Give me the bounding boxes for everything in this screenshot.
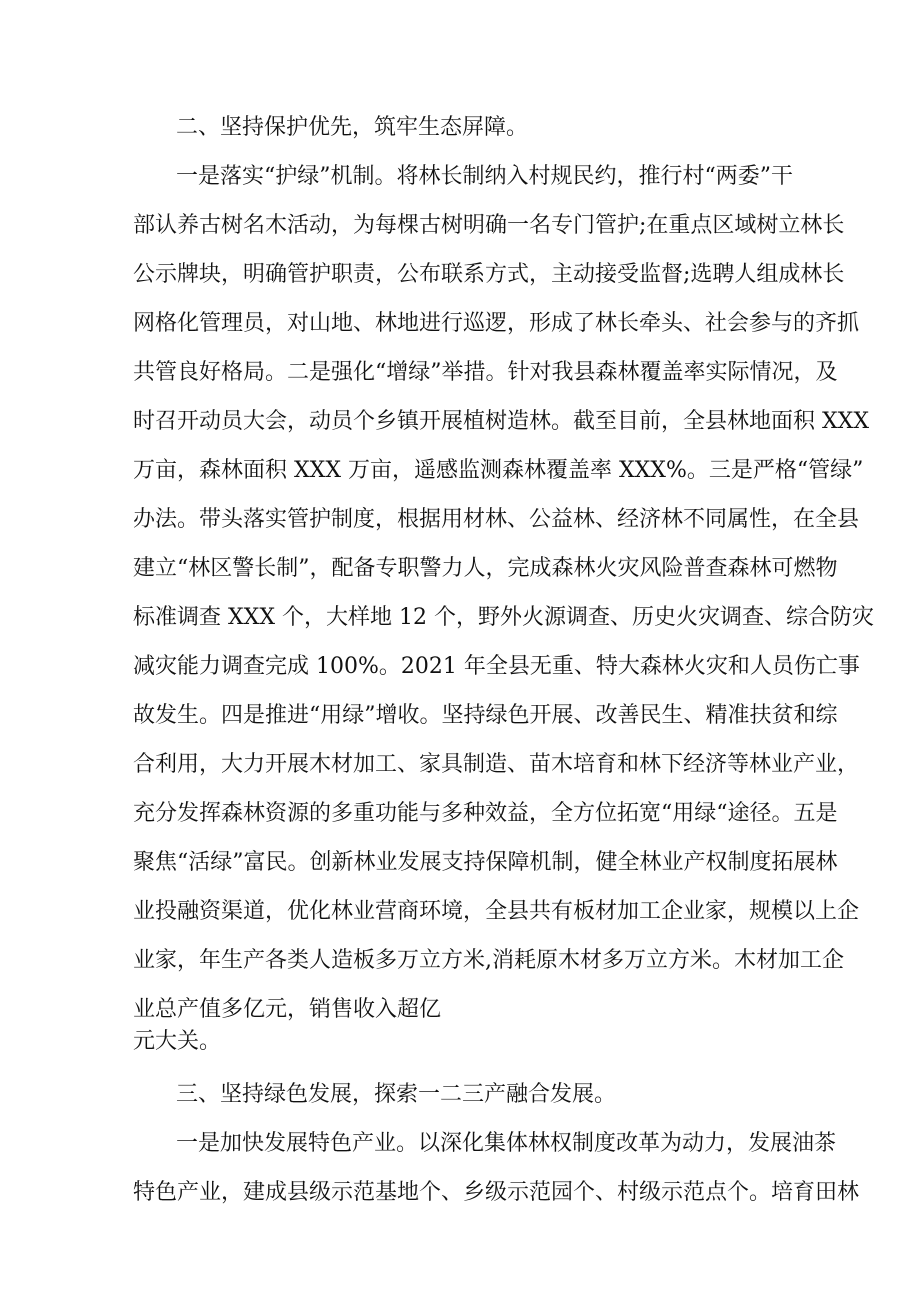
paragraph-line: 业总产值多亿元，销售收入超亿 xyxy=(133,997,442,1022)
paragraph-line: 网格化管理员，对山地、林地进行巡逻，形成了林长牵头、社会参与的齐抓 xyxy=(133,311,860,336)
paragraph-line: 减灾能力调查完成 100%。2021 年全县无重、特大森林火灾和人员伤亡事 xyxy=(133,654,860,679)
paragraph-line: 共管良好格局。二是强化“增绿”举措。针对我县森林覆盖率实际情况，及 xyxy=(133,360,838,385)
paragraph-line: 业家，年生产各类人造板多万立方米,消耗原木材多万立方米。木材加工企 xyxy=(133,948,844,973)
section-heading-3: 三、坚持绿色发展，探索一二三产融合发展。 xyxy=(176,1082,617,1107)
paragraph-line: 建立“林区警长制”，配备专职警力人，完成森林火灾风险普查森林可燃物 xyxy=(133,556,838,581)
paragraph-line: 故发生。四是推进“用绿”增收。坚持绿色开展、改善民生、精准扶贫和综 xyxy=(133,703,838,728)
paragraph-line: 公示牌块，明确管护职责，公布联系方式，主动接受监督;选聘人组成林长 xyxy=(133,262,845,287)
paragraph-line: 一是加快发展特色产业。以深化集体林权制度改革为动力，发展油茶 xyxy=(176,1131,837,1156)
paragraph-line: 聚焦“活绿”富民。创新林业发展支持保障机制，健全林业产权制度拓展林 xyxy=(133,850,838,875)
paragraph-line: 元大关。 xyxy=(133,1029,222,1054)
paragraph-line: 标准调查 XXX 个，大样地 12 个，野外火源调查、历史火灾调查、综合防灾 xyxy=(133,605,874,630)
paragraph-line: 充分发挥森林资源的多重功能与多种效益，全方位拓宽“用绿“途径。五是 xyxy=(133,801,838,826)
paragraph-line: 部认养古树名木活动，为每棵古树明确一名专门管护;在重点区域树立林长 xyxy=(133,213,845,238)
paragraph-line: 时召开动员大会，动员个乡镇开展植树造林。截至目前，全县林地面积 XXX xyxy=(133,409,869,434)
paragraph-line: 业投融资渠道，优化林业营商环境，全县共有板材加工企业家，规模以上企 xyxy=(133,899,860,924)
paragraph-line: 万亩，森林面积 XXX 万亩，遥感监测森林覆盖率 XXX%。三是严格“管绿” xyxy=(133,458,864,483)
section-heading-2: 二、坚持保护优先，筑牢生态屏障。 xyxy=(176,115,529,140)
paragraph-line: 特色产业，建成县级示范基地个、乡级示范园个、村级示范点个。培育田林 xyxy=(133,1180,860,1205)
paragraph-line: 办法。带头落实管护制度，根据用材林、公益林、经济林不同属性，在全县 xyxy=(133,507,860,532)
paragraph-line: 合利用，大力开展木材加工、家具制造、苗木培育和林下经济等林业产业， xyxy=(133,752,860,777)
paragraph-line: 一是落实“护绿”机制。将林长制纳入村规民约，推行村“两委”干 xyxy=(176,164,793,189)
